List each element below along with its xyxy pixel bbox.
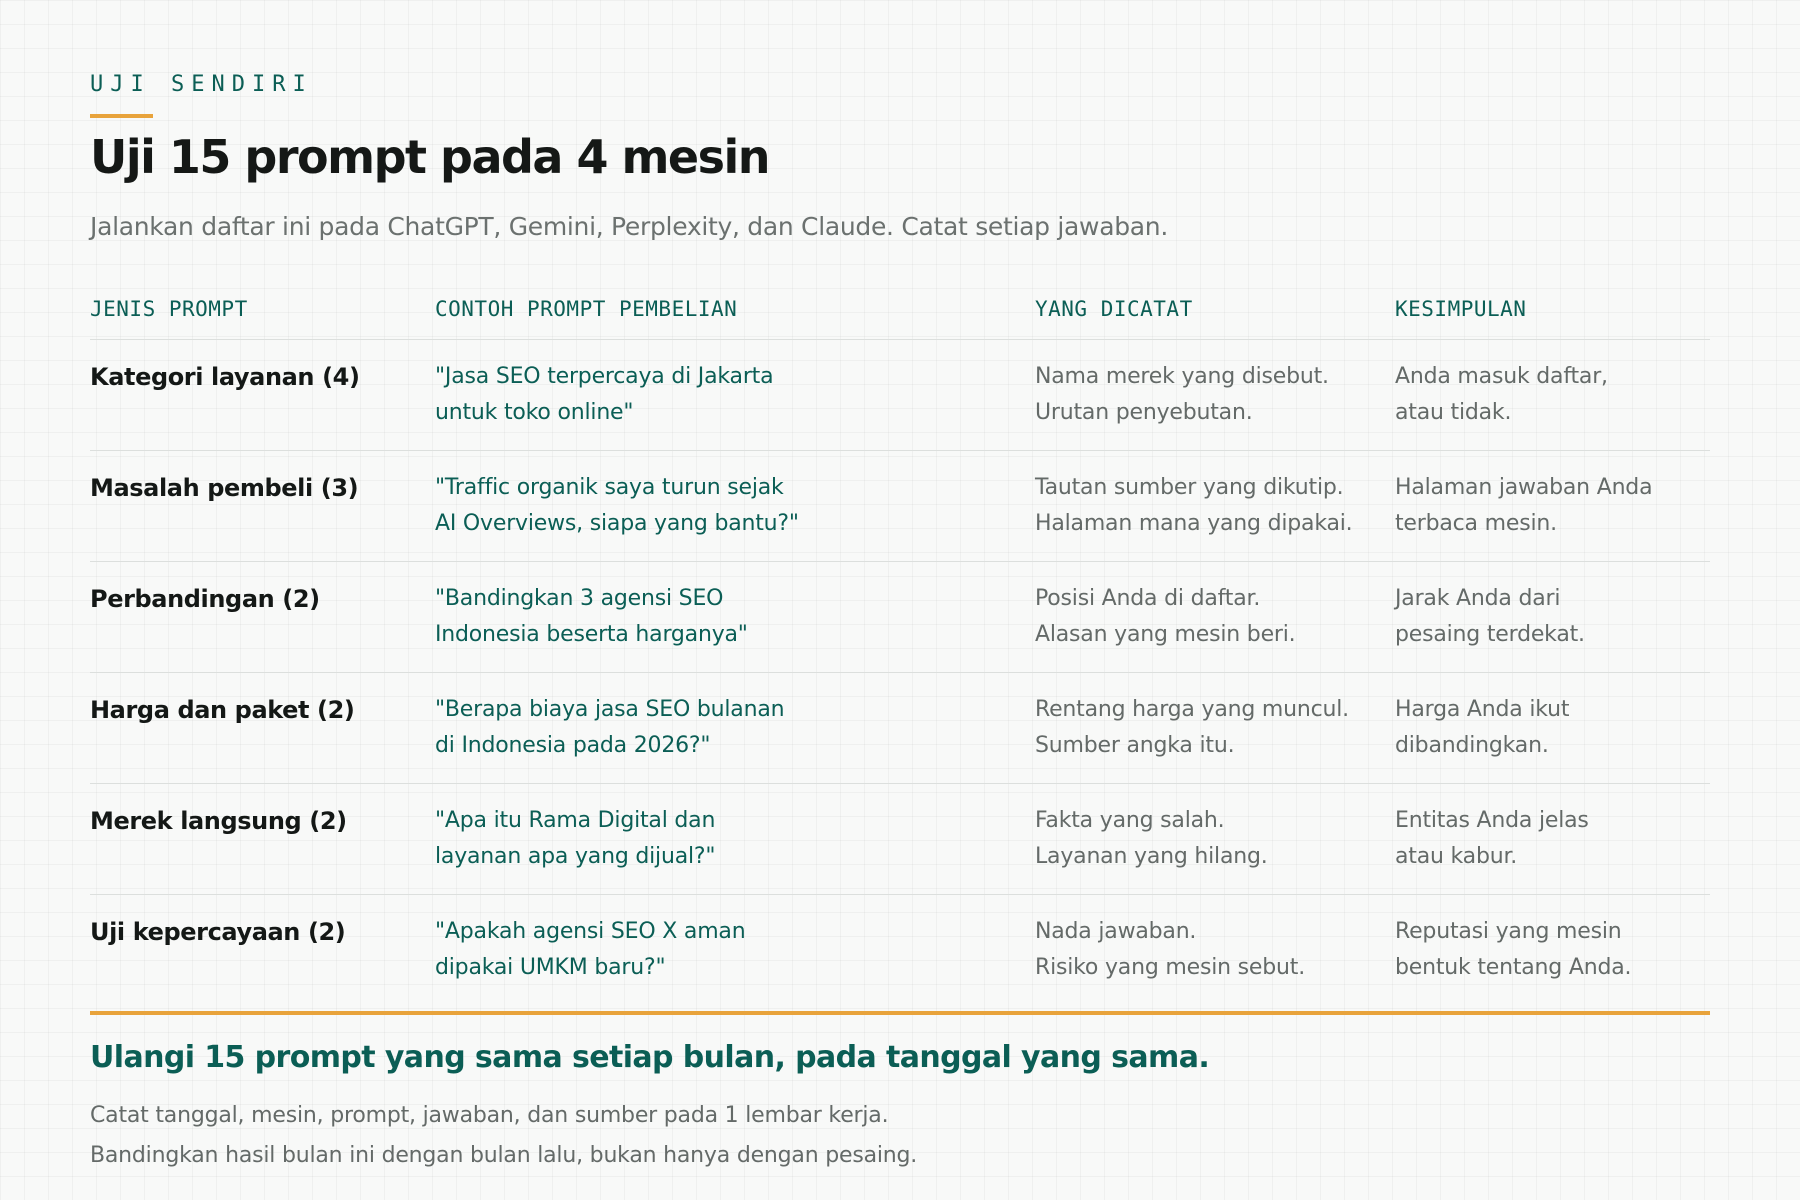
footer-title: Ulangi 15 prompt yang sama setiap bulan, pada tanggal yang sama. bbox=[90, 1040, 1210, 1075]
record-line: Nama merek yang disebut. bbox=[1035, 364, 1329, 389]
record-line: Tautan sumber yang dikutip. bbox=[1035, 475, 1344, 500]
prompt-type: Kategori layanan (4) bbox=[90, 363, 360, 391]
example-prompt bbox=[435, 470, 1015, 542]
prompt-table bbox=[90, 295, 1710, 1005]
eyebrow-label: UJI SENDIRI bbox=[90, 72, 313, 97]
record-note bbox=[1035, 692, 1380, 764]
record-line: Alasan yang mesin beri. bbox=[1035, 622, 1296, 647]
record-note bbox=[1035, 359, 1380, 431]
table-row bbox=[90, 784, 1710, 895]
conclusion-line: Reputasi yang mesin bbox=[1395, 919, 1622, 944]
table-header bbox=[90, 295, 1710, 340]
table-row bbox=[90, 340, 1710, 451]
header-conclusion: KESIMPULAN bbox=[1395, 297, 1527, 321]
conclusion-line: Halaman jawaban Anda bbox=[1395, 475, 1653, 500]
prompt-type: Harga dan paket (2) bbox=[90, 696, 355, 724]
conclusion-line: terbaca mesin. bbox=[1395, 511, 1557, 536]
example-prompt bbox=[435, 692, 1015, 764]
record-note bbox=[1035, 470, 1380, 542]
record-line: Sumber angka itu. bbox=[1035, 733, 1235, 758]
conclusion-note bbox=[1395, 803, 1710, 875]
record-note bbox=[1035, 914, 1380, 986]
prompt-type: Masalah pembeli (3) bbox=[90, 474, 359, 502]
header-prompt-type: JENIS PROMPT bbox=[90, 297, 248, 321]
conclusion-line: atau kabur. bbox=[1395, 844, 1518, 869]
conclusion-line: Entitas Anda jelas bbox=[1395, 808, 1589, 833]
conclusion-note bbox=[1395, 692, 1710, 764]
example-line: "Traffic organik saya turun sejak bbox=[435, 475, 784, 500]
example-line: dipakai UMKM baru?" bbox=[435, 955, 666, 980]
record-line: Posisi Anda di daftar. bbox=[1035, 586, 1261, 611]
record-line: Urutan penyebutan. bbox=[1035, 400, 1253, 425]
header-what-to-record: YANG DICATAT bbox=[1035, 297, 1193, 321]
example-line: "Apakah agensi SEO X aman bbox=[435, 919, 746, 944]
record-line: Rentang harga yang muncul. bbox=[1035, 697, 1349, 722]
record-note bbox=[1035, 581, 1380, 653]
conclusion-note bbox=[1395, 914, 1710, 986]
record-line: Nada jawaban. bbox=[1035, 919, 1197, 944]
example-line: untuk toko online" bbox=[435, 400, 634, 425]
table-row bbox=[90, 562, 1710, 673]
example-line: Indonesia beserta harganya" bbox=[435, 622, 748, 647]
page-subtitle: Jalankan daftar ini pada ChatGPT, Gemini, Perplexity, dan Claude. Catat setiap jawaban. bbox=[90, 212, 1169, 241]
example-line: di Indonesia pada 2026?" bbox=[435, 733, 711, 758]
conclusion-line: pesaing terdekat. bbox=[1395, 622, 1585, 647]
record-note bbox=[1035, 803, 1380, 875]
conclusion-note bbox=[1395, 359, 1710, 431]
record-line: Fakta yang salah. bbox=[1035, 808, 1225, 833]
conclusion-note bbox=[1395, 470, 1710, 542]
example-prompt bbox=[435, 359, 1015, 431]
conclusion-line: Jarak Anda dari bbox=[1395, 586, 1561, 611]
record-line: Layanan yang hilang. bbox=[1035, 844, 1268, 869]
header-example-prompt: CONTOH PROMPT PEMBELIAN bbox=[435, 297, 738, 321]
example-line: "Jasa SEO terpercaya di Jakarta bbox=[435, 364, 774, 389]
example-prompt bbox=[435, 581, 1015, 653]
example-prompt bbox=[435, 803, 1015, 875]
example-line: layanan apa yang dijual?" bbox=[435, 844, 716, 869]
prompt-type: Perbandingan (2) bbox=[90, 585, 320, 613]
footer-note: Bandingkan hasil bulan ini dengan bulan lalu, bukan hanya dengan pesaing. bbox=[90, 1143, 918, 1168]
example-line: "Bandingkan 3 agensi SEO bbox=[435, 586, 724, 611]
table-row bbox=[90, 673, 1710, 784]
prompt-type: Uji kepercayaan (2) bbox=[90, 918, 346, 946]
conclusion-line: Harga Anda ikut bbox=[1395, 697, 1570, 722]
footer-note: Catat tanggal, mesin, prompt, jawaban, dan sumber pada 1 lembar kerja. bbox=[90, 1103, 889, 1128]
record-line: Halaman mana yang dipakai. bbox=[1035, 511, 1353, 536]
record-line: Risiko yang mesin sebut. bbox=[1035, 955, 1305, 980]
example-line: "Berapa biaya jasa SEO bulanan bbox=[435, 697, 785, 722]
conclusion-line: bentuk tentang Anda. bbox=[1395, 955, 1632, 980]
page-title: Uji 15 prompt pada 4 mesin bbox=[90, 130, 770, 184]
table-row bbox=[90, 895, 1710, 1005]
table-row bbox=[90, 451, 1710, 562]
conclusion-line: dibandingkan. bbox=[1395, 733, 1549, 758]
prompt-type: Merek langsung (2) bbox=[90, 807, 347, 835]
conclusion-line: Anda masuk daftar, bbox=[1395, 364, 1608, 389]
conclusion-line: atau tidak. bbox=[1395, 400, 1512, 425]
eyebrow-accent-bar bbox=[90, 114, 153, 118]
example-prompt bbox=[435, 914, 1015, 986]
example-line: AI Overviews, siapa yang bantu?" bbox=[435, 511, 799, 536]
footer-divider bbox=[90, 1011, 1710, 1015]
conclusion-note bbox=[1395, 581, 1710, 653]
example-line: "Apa itu Rama Digital dan bbox=[435, 808, 716, 833]
